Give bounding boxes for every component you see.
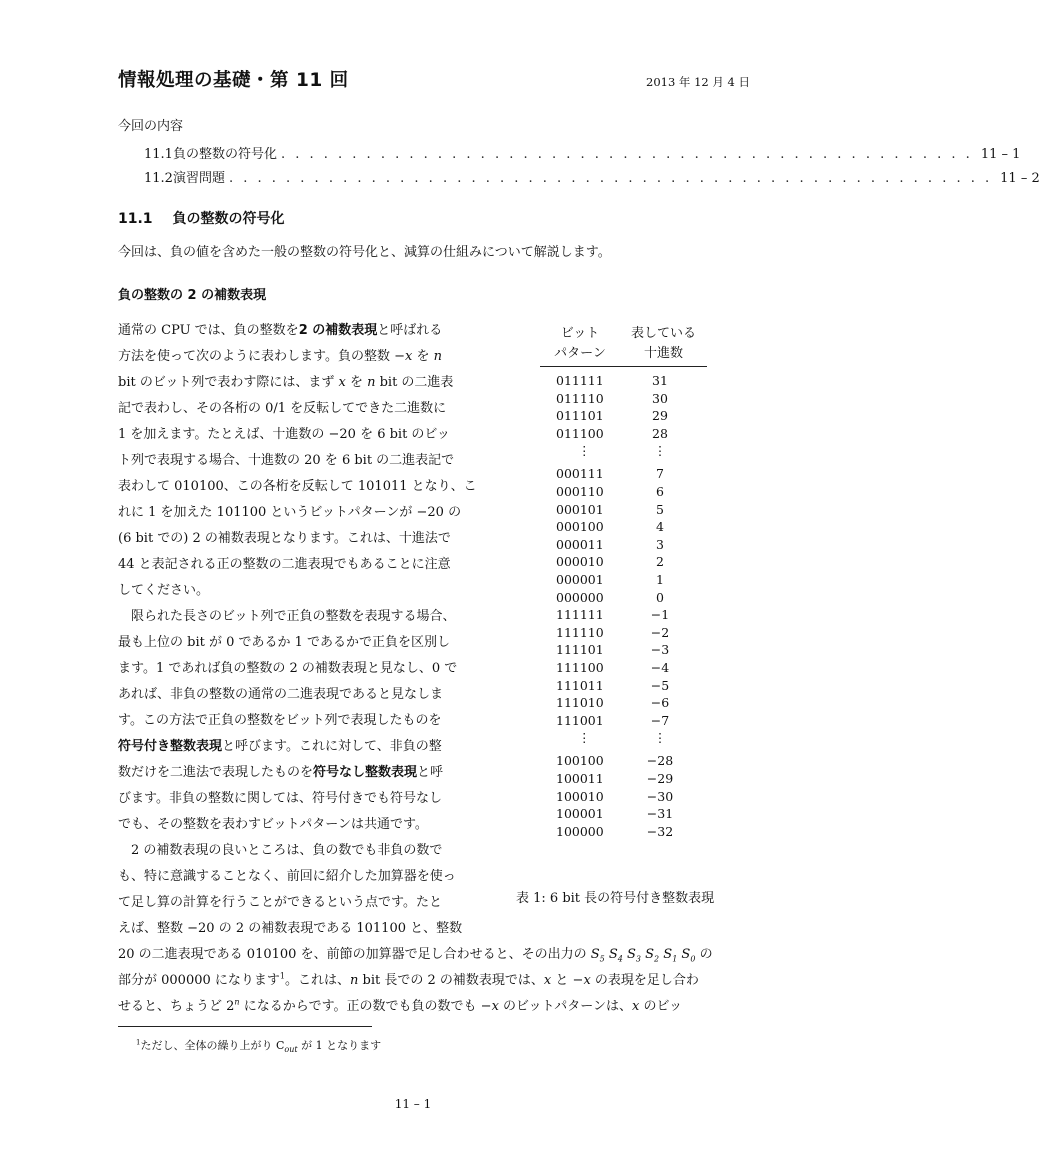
body-line: 44 と表記される正の整数の二進表現でもあることに注意 [118, 557, 451, 572]
body-line: 符号付き整数表現と呼びます。これに対して、非負の整 [118, 739, 442, 754]
table-cell-decimal: 7 [656, 466, 664, 482]
table-cell-bits: 100010 [556, 788, 604, 804]
page-number: 11 – 1 [394, 1097, 432, 1111]
table-cell-bits: 000100 [556, 519, 604, 535]
toc-item-label: 演習問題 [172, 171, 225, 186]
body-line: びます。非負の整数に関しては、符号付きでも符号なし [118, 791, 442, 806]
body-line: 部分が 000000 になります$^1$。これは、n bit 長での 2 の補数表現では、x と −x の表現を足し合わ [118, 971, 699, 988]
table-cell-bits: 111110 [556, 624, 604, 640]
toc-item-label: 負の整数の符号化 [172, 147, 277, 162]
toc-item[interactable] [144, 167, 1040, 186]
table-cell-decimal: −28 [646, 753, 674, 769]
toc-item-number: 11.1 [144, 147, 173, 162]
table-header-decimal: 表している 十進数 [630, 326, 696, 361]
table-cell-decimal: 3 [656, 536, 664, 552]
section-heading [118, 208, 285, 228]
table-cell-bits: 000110 [556, 484, 604, 499]
footnote: $^1$ただし、全体の繰り上がり $C_{out}$ が 1 となります [136, 1038, 382, 1055]
section-intro: 今回は、負の値を含めた一般の整数の符号化と、減算の仕組みについて解説します。 [118, 245, 611, 260]
table-cell-decimal: −5 [650, 677, 670, 693]
table-cell-bits: 111101 [556, 642, 604, 658]
body-line: も、特に意識することなく、前回に紹介した加算器を使っ [118, 869, 456, 884]
table-cell-bits: 111111 [556, 607, 604, 623]
table-cell-bits: 011111 [556, 373, 604, 388]
footnote-mark: 1 [279, 971, 285, 981]
table-cell-decimal: 30 [652, 390, 668, 406]
table-cell-bits: ⋮ [578, 730, 591, 746]
table-cell-bits: 100000 [556, 823, 604, 839]
table-cell-bits: 100001 [556, 806, 604, 822]
subsection-heading: 負の整数の 2 の補数表現 [118, 288, 267, 303]
table-cell-decimal: −31 [646, 806, 674, 822]
table-cell-decimal: 29 [652, 408, 668, 424]
body-line: あれば、非負の整数の通常の二進表現であると見なしま [118, 687, 444, 702]
body-line: (6 bit での) 2 の補数表現となります。これは、十進法で [118, 531, 451, 546]
table-cell-decimal: 31 [652, 373, 668, 388]
section-title: 負の整数の符号化 [172, 211, 285, 227]
table-cell-bits: 000101 [556, 501, 604, 517]
sum-bits: $S_5$ $S_4$ $S_3$ $S_2$ $S_1$ $S_0$ [590, 947, 696, 964]
body-line: 20 の二進表現である 010100 を、前節の加算器で足し合わせると、その出力の $S_5$ $S_4$ $S_3$ $S_2$ $S_1$ $S_0$ の [118, 947, 713, 964]
body-line: 1 を加えます。たとえば、十進数の −20 を 6 bit のビッ [118, 427, 450, 442]
body-line: 通常の CPU では、負の整数を2 の補数表現と呼ばれる [118, 323, 443, 338]
toc-item-number: 11.2 [144, 171, 173, 186]
table-cell-decimal: 4 [656, 519, 664, 535]
toc-item-page: 11 – 2 [1000, 171, 1040, 186]
table-cell-decimal: −6 [650, 695, 670, 711]
table-header-bits: ビット パターン [554, 326, 606, 361]
table-cell-decimal: 0 [656, 589, 664, 605]
table-cell-bits: 000001 [556, 572, 604, 587]
body-line: れに 1 を加えた 101100 というビットパターンが −20 の [118, 505, 462, 520]
body-line: 限られた長さのビット列で正負の整数を表現する場合、 [131, 609, 456, 624]
table-cell-decimal: −29 [646, 771, 674, 786]
toc-item-page: 11 – 1 [980, 147, 1021, 162]
body-line: 最も上位の bit が 0 であるか 1 であるかで正負を区別し [118, 635, 451, 650]
body-line: せると、ちょうど 2$^n$ になるからです。正の数でも負の数でも −x のビットパターンは、x のビッ [118, 997, 682, 1014]
body-line: す。この方法で正負の整数をビット列で表現したものを [118, 713, 442, 728]
table-cell-decimal: 6 [656, 484, 664, 499]
table-cell-decimal: 1 [656, 572, 664, 587]
body-line: えば、整数 −20 の 2 の補数表現である 101100 と、整数 [118, 921, 463, 936]
body-line: 方法を使って次のように表わします。負の整数 −x を n [118, 349, 442, 364]
table-cell-decimal: −4 [650, 660, 670, 675]
table-cell-bits: 011110 [556, 390, 604, 406]
toc-item[interactable] [144, 143, 1021, 162]
body-line: て足し算の計算を行うことができるという点です。たと [118, 895, 442, 910]
table-cell-bits: 100011 [556, 771, 604, 786]
toc-heading: 今回の内容 [118, 119, 184, 134]
table-cell-bits: 111001 [556, 712, 604, 728]
table-cell-decimal: 5 [656, 501, 664, 517]
body-line: bit のビット列で表わす際には、まず x を n bit の二進表 [118, 375, 454, 390]
table-cell-decimal: −3 [650, 642, 670, 658]
body-line: 表わして 010100、この各桁を反転して 101011 となり、こ [118, 479, 477, 494]
table-cell-decimal: ⋮ [653, 443, 667, 459]
table-cell-bits: 000010 [556, 554, 604, 570]
table-cell-bits: 100100 [556, 753, 604, 769]
footnote-rule [118, 1026, 372, 1027]
table-cell-bits: 111100 [556, 660, 604, 675]
body-line: 数だけを二進法で表現したものを符号なし整数表現と呼 [118, 765, 444, 780]
toc-leader: . . . . . . . . . . . . . . . . . . . . . . . . . . . . . . . . . . . . . . . . . . . . . . . . . . . . . . [228, 171, 993, 186]
table-cell-bits: 000111 [556, 466, 604, 482]
section-number: 11.1 [118, 211, 153, 227]
table-cell-decimal: −2 [650, 624, 670, 640]
body-line: でも、その整数を表わすビットパターンは共通です。 [118, 817, 428, 832]
table-cell-bits: 000000 [556, 589, 604, 605]
page-title: 情報処理の基礎・第 11 回 [118, 70, 349, 91]
table-cell-bits: 011100 [556, 425, 604, 441]
table-cell-decimal: ⋮ [653, 730, 667, 746]
table-cell-decimal: −32 [646, 823, 674, 839]
table-cell-decimal: 28 [652, 425, 668, 441]
body-line: 記で表わし、その各桁の 0/1 を反転してできた二進数に [118, 401, 447, 416]
table-cell-decimal: −7 [650, 712, 670, 728]
body-line: してください。 [118, 583, 210, 598]
table-cell-decimal: −30 [646, 788, 674, 804]
table-cell-decimal: 2 [656, 554, 664, 570]
table-cell-bits: 111011 [556, 677, 604, 693]
table-cell-decimal: −1 [650, 607, 670, 623]
table-caption: 表 1: 6 bit 長の符号付き整数表現 [516, 891, 715, 906]
body-line: ます。1 であれば負の整数の 2 の補数表現と見なし、0 で [118, 661, 458, 676]
table-cell-bits: 111010 [556, 695, 604, 711]
body-line: 2 の補数表現の良いところは、負の数でも非負の数で [131, 843, 443, 858]
toc-leader: . . . . . . . . . . . . . . . . . . . . . . . . . . . . . . . . . . . . . . . . . . . . . . . . . [280, 147, 973, 162]
body-line: ト列で表現する場合、十進数の 20 を 6 bit の二進表記で [118, 453, 455, 468]
table-cell-bits: ⋮ [578, 443, 591, 459]
date: 2013 年 12 月 4 日 [646, 75, 750, 89]
table-rule [540, 366, 707, 367]
table-cell-bits: 000011 [556, 536, 604, 552]
table-cell-bits: 011101 [556, 408, 604, 424]
